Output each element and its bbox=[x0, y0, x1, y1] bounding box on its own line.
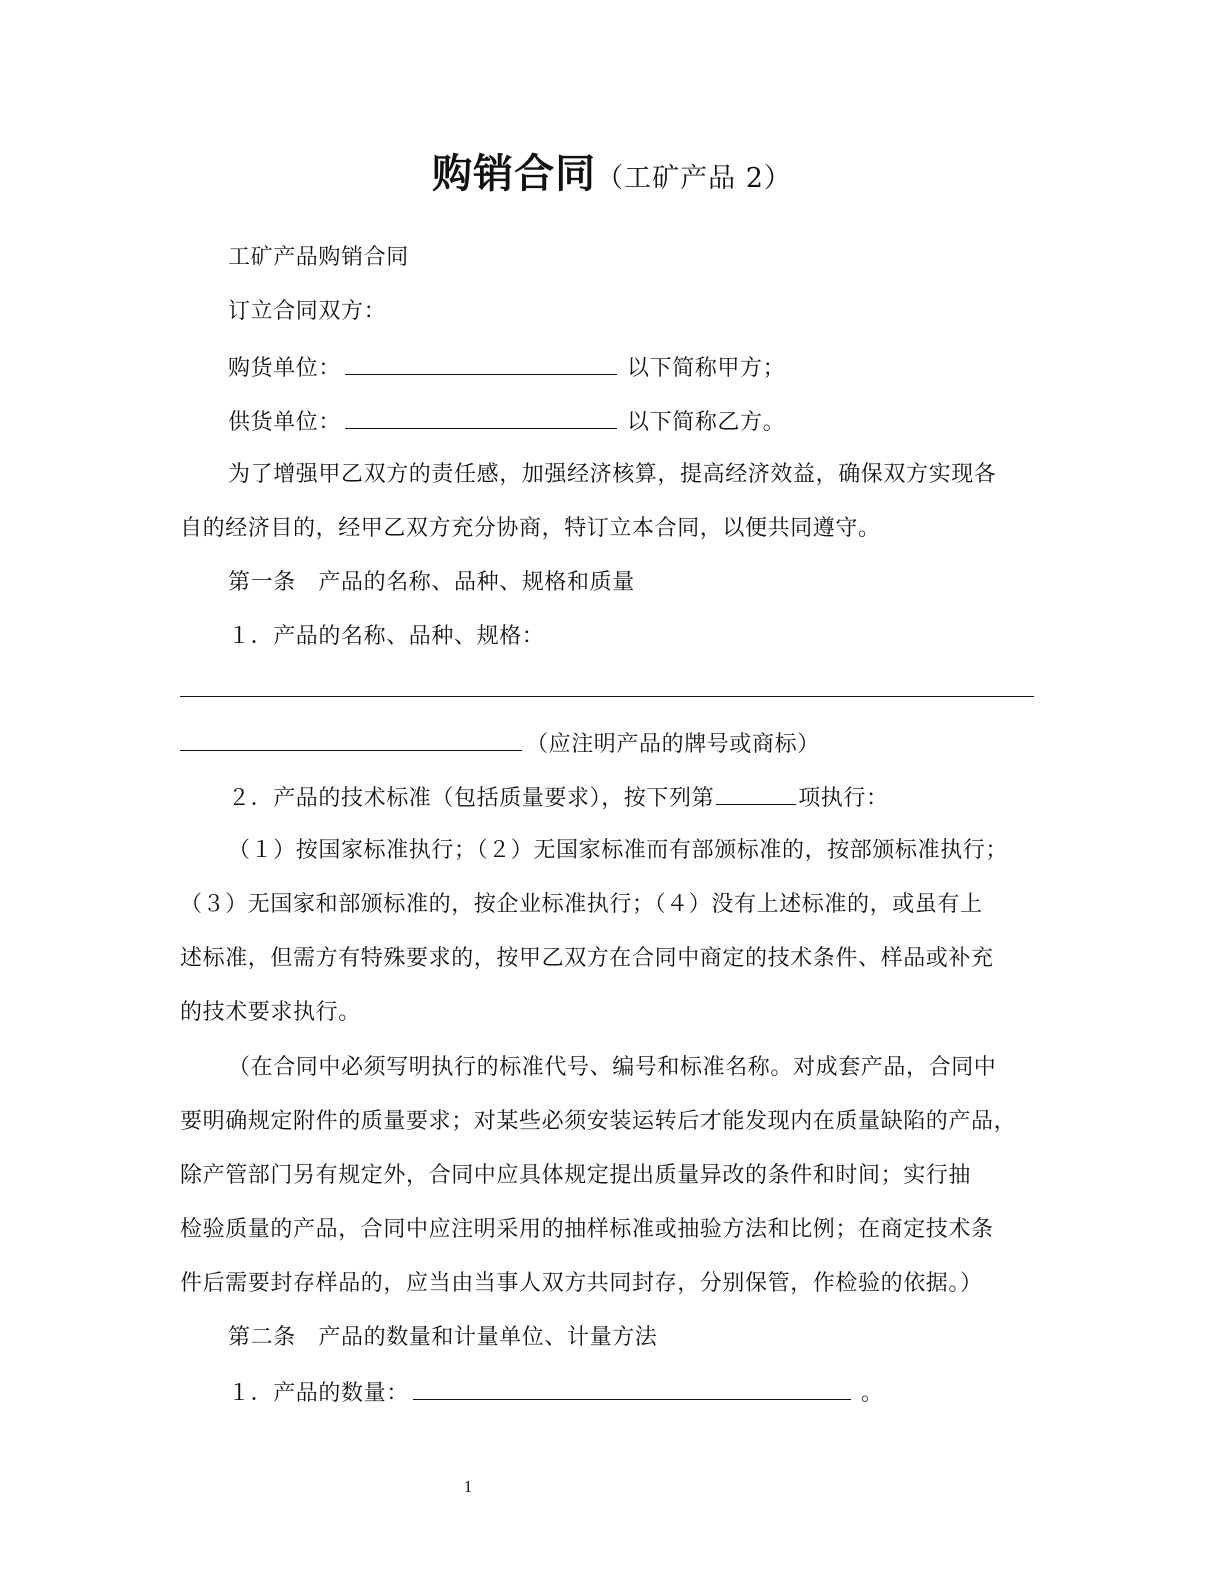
seller-blank-field[interactable] bbox=[345, 406, 617, 429]
product-brand-blank-field[interactable] bbox=[180, 728, 522, 751]
preamble-line-1: 为了增强甲乙双方的责任感，加强经济核算，提高经济效益，确保双方实现各 bbox=[228, 462, 997, 487]
seller-line bbox=[228, 406, 785, 438]
page-number: 1 bbox=[463, 1477, 473, 1496]
quantity-label: １．产品的数量： bbox=[228, 1381, 409, 1406]
item-2-prefix: ２．产品的技术标准（包括质量要求），按下列第 bbox=[228, 786, 715, 811]
standards-line-2: （３）无国家和部颁标准的，按企业标准执行；（４）没有上述标准的，或虽有上 bbox=[180, 892, 983, 917]
product-brand-line bbox=[180, 728, 820, 760]
product-brand-note: （应注明产品的牌号或商标） bbox=[526, 732, 820, 757]
buyer-line bbox=[228, 352, 785, 384]
buyer-blank-field[interactable] bbox=[345, 352, 617, 375]
standards-line-4: 的技术要求执行。 bbox=[180, 1000, 361, 1025]
title-main: 购销合同 bbox=[432, 151, 597, 197]
document-title bbox=[0, 142, 1224, 199]
product-name-blank-field[interactable] bbox=[180, 696, 1034, 697]
parties-intro: 订立合同双方： bbox=[228, 299, 387, 324]
standards-line-1: （１）按国家标准执行；（２）无国家标准而有部颁标准的，按部颁标准执行； bbox=[228, 838, 1009, 863]
article-1-title: 第一条 产品的名称、品种、规格和质量 bbox=[228, 570, 635, 595]
note-line-4: 检验质量的产品，合同中应注明采用的抽样标准或抽验方法和比例；在商定技术条 bbox=[180, 1217, 994, 1242]
note-line-3: 除产管部门另有规定外，合同中应具体规定提出质量异改的条件和时间；实行抽 bbox=[180, 1163, 972, 1188]
buyer-label: 购货单位： bbox=[228, 356, 342, 381]
standards-line-3: 述标准，但需方有特殊要求的，按甲乙双方在合同中商定的技术条件、样品或补充 bbox=[180, 946, 994, 971]
note-line-2: 要明确规定附件的质量要求；对某些必须安装运转后才能发现内在质量缺陷的产品， bbox=[180, 1109, 1017, 1134]
preamble-line-2: 自的经济目的，经甲乙双方充分协商，特订立本合同，以便共同遵守。 bbox=[180, 516, 881, 541]
buyer-suffix: 以下简称甲方； bbox=[627, 356, 786, 381]
seller-suffix: 以下简称乙方。 bbox=[627, 410, 786, 435]
article-2-item-1 bbox=[228, 1377, 883, 1409]
quantity-end: 。 bbox=[860, 1381, 884, 1406]
article-1-item-2 bbox=[228, 782, 889, 814]
note-line-1: （在合同中必须写明执行的标准代号、编号和标准名称。对成套产品，合同中 bbox=[228, 1055, 997, 1080]
standard-choice-blank-field[interactable] bbox=[716, 782, 796, 805]
item-2-suffix: 项执行： bbox=[798, 786, 889, 811]
title-subtitle: （工矿产品 2） bbox=[596, 163, 792, 194]
note-line-5: 件后需要封存样品的，应当由当事人双方共同封存，分别保管，作检验的依据。） bbox=[180, 1271, 983, 1296]
article-1-item-1: １．产品的名称、品种、规格： bbox=[228, 624, 545, 649]
article-2-title: 第二条 产品的数量和计量单位、计量方法 bbox=[228, 1325, 658, 1350]
contract-heading: 工矿产品购销合同 bbox=[228, 245, 409, 270]
quantity-blank-field[interactable] bbox=[413, 1377, 851, 1400]
seller-label: 供货单位： bbox=[228, 410, 342, 435]
